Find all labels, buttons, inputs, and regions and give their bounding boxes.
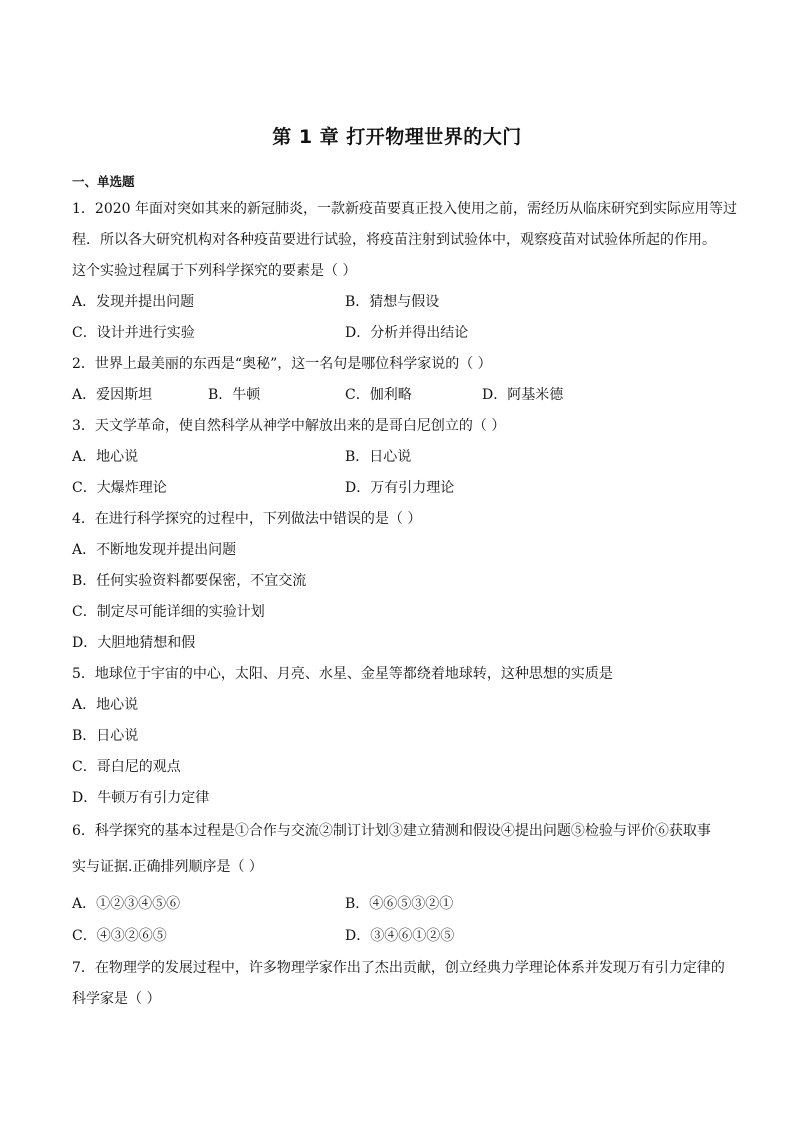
question-3-option-c: C．大爆炸理论 — [72, 480, 167, 496]
question-2-option-c: C．伽利略 — [345, 387, 412, 403]
question-6-line-1: 6．科学探究的基本过程是①合作与交流②制订计划③建立猜测和假设④提出问题⑤检验与评价⑥获取事 — [72, 823, 711, 839]
question-1-option-a: A．发现并提出问题 — [72, 294, 195, 310]
question-2-option-a: A．爱因斯坦 — [72, 387, 153, 403]
question-3-option-d: D．万有引力理论 — [345, 480, 455, 496]
page-title: 第 1 章 打开物理世界的大门 — [272, 126, 522, 148]
question-2-line-1: 2．世界上最美丽的东西是“奥秘”，这一名句是哪位科学家说的（ ） — [72, 356, 492, 372]
question-7-line-1: 7．在物理学的发展过程中，许多物理学家作出了杰出贡献，创立经典力学理论体系并发现万有引力定律的 — [72, 960, 725, 976]
question-5-option-a: A．地心说 — [72, 697, 139, 713]
question-1-line-1: 1．2020 年面对突如其来的新冠肺炎，一款新疫苗要真正投入使用之前，需经历从临床研究到实际应用等过 — [72, 201, 737, 217]
question-1-line-2: 程．所以各大研究机构对各种疫苗要进行试验，将疫苗注射到试验体中，观察疫苗对试验体所起的作用。 — [72, 232, 716, 248]
question-4-option-c: C．制定尽可能详细的实验计划 — [72, 604, 265, 620]
question-1-option-d: D．分析并得出结论 — [345, 325, 469, 341]
question-6-option-d: D．③④⑥①②⑤ — [345, 928, 455, 944]
question-3-line-1: 3．天文学革命，使自然科学从神学中解放出来的是哥白尼创立的（ ） — [72, 418, 506, 434]
section-heading: 一、单选题 — [72, 174, 135, 189]
question-3-option-a: A．地心说 — [72, 449, 139, 465]
question-4-line-1: 4．在进行科学探究的过程中，下列做法中错误的是（ ） — [72, 511, 422, 527]
question-1-option-b: B．猜想与假设 — [345, 294, 440, 310]
question-1-line-3: 这个实验过程属于下列科学探究的要素是（ ） — [72, 263, 357, 279]
question-6-option-a: A．①②③④⑤⑥ — [72, 896, 181, 912]
question-4-option-a: A．不断地发现并提出问题 — [72, 542, 237, 558]
question-7-line-2: 科学家是（ ） — [72, 991, 161, 1007]
question-2-option-d: D．阿基米德 — [482, 387, 564, 403]
question-6-line-2: 实与证据.正确排列顺序是（ ） — [72, 859, 263, 875]
question-5-option-c: C．哥白尼的观点 — [72, 759, 181, 775]
question-5-option-d: D．牛顿万有引力定律 — [72, 790, 210, 806]
question-1-option-c: C．设计并进行实验 — [72, 325, 195, 341]
question-4-option-b: B．任何实验资料都要保密，不宜交流 — [72, 573, 307, 589]
question-2-option-b: B．牛顿 — [208, 387, 261, 403]
question-4-option-d: D．大胆地猜想和假 — [72, 635, 196, 651]
question-6-option-c: C．④③②⑥⑤ — [72, 928, 167, 944]
question-5-line-1: 5．地球位于宇宙的中心，太阳、月亮、水星、金星等都绕着地球转，这种思想的实质是 — [72, 666, 613, 682]
question-3-option-b: B．日心说 — [345, 449, 412, 465]
question-5-option-b: B．日心说 — [72, 728, 139, 744]
question-6-option-b: B．④⑥⑤③②① — [345, 896, 454, 912]
